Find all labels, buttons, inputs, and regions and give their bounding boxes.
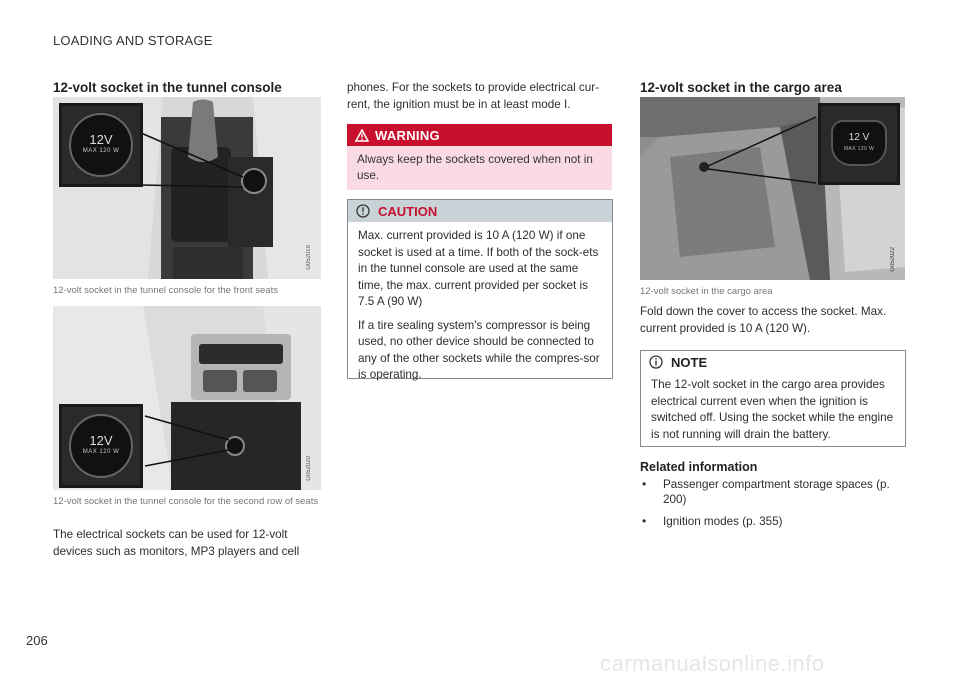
info-icon — [649, 355, 663, 369]
socket-closeup-inset — [59, 103, 143, 187]
watermark: carmanualsonline.info — [600, 651, 825, 676]
section-header: LOADING AND STORAGE — [53, 33, 213, 48]
socket-rating: MAX 120 W — [82, 148, 120, 154]
caution-exclamation-icon — [356, 204, 370, 218]
tunnel-console-heading: 12-volt socket in the tunnel console — [53, 80, 282, 95]
cargo-caption: 12-volt socket in the cargo area — [640, 286, 773, 297]
page-number: 206 — [26, 633, 48, 648]
second-row-socket-image — [53, 306, 321, 490]
cargo-socket-text: Fold down the cover to access the socket. Max. current provided is 10 A (120 W). — [640, 305, 887, 335]
second-row-caption: 12-volt socket in the tunnel console for the second row of seats — [53, 496, 319, 507]
socket-closeup-inset-2 — [59, 404, 143, 488]
related-link-ignition[interactable]: • Ignition modes (p. 355) — [642, 514, 783, 528]
note-box — [640, 350, 906, 447]
note-header — [641, 351, 905, 373]
note-title: NOTE — [671, 354, 708, 370]
caution-header — [348, 200, 612, 222]
warning-text: Always keep the sockets covered when not in use. — [347, 146, 612, 190]
warning-box — [347, 124, 612, 190]
socket-label: 12 V — [848, 132, 870, 143]
warning-triangle-icon — [355, 129, 369, 142]
image-code: G052019 — [306, 245, 312, 270]
related-links-list — [640, 477, 905, 536]
socket-label: 12V — [89, 132, 113, 147]
image-code: G052022 — [890, 247, 896, 272]
front-seats-caption: 12-volt socket in the tunnel console for the front seats — [53, 285, 278, 296]
ignition-requirement-text: phones. For the sockets to provide electrical cur- rent, the ignition must be in at least mode I. — [347, 81, 600, 111]
caution-compressor: If a tire sealing system's compressor is being used, no other device should be connected to any of the other sockets while the compres-sor is operating. — [358, 318, 600, 381]
cargo-socket-closeup-inset — [818, 103, 900, 185]
socket-label: 12V — [89, 433, 113, 448]
image-code: G052020 — [306, 456, 312, 481]
related-link-storage[interactable]: • Passenger compartment storage spaces (p. 200) — [642, 477, 890, 506]
caution-current-limits: Max. current provided is 10 A (120 W) if one socket is used at a time. If both of the sock-ets in the tunnel console are used at the same time, the max. current provided per socket is 7.5 A (90 W) — [358, 229, 599, 308]
note-text: The 12-volt socket in the cargo area provides electrical current even when the ignition is switched off. Using the socket while the engine is not running will drain the battery. — [651, 378, 894, 441]
related-info-heading: Related information — [640, 460, 758, 474]
socket-rating: MAX 120 W — [82, 449, 120, 455]
front-seats-socket-image — [53, 97, 321, 279]
cargo-area-heading: 12-volt socket in the cargo area — [640, 80, 842, 95]
warning-title: WARNING — [375, 127, 440, 143]
cargo-socket-image — [640, 97, 905, 280]
socket-rating: MAX 120 W — [843, 146, 875, 152]
caution-title: CAUTION — [378, 203, 438, 219]
caution-box — [347, 199, 613, 379]
warning-header — [347, 124, 612, 146]
sockets-usage-text: The electrical sockets can be used for 12-volt devices such as monitors, MP3 players and cell — [53, 528, 300, 558]
